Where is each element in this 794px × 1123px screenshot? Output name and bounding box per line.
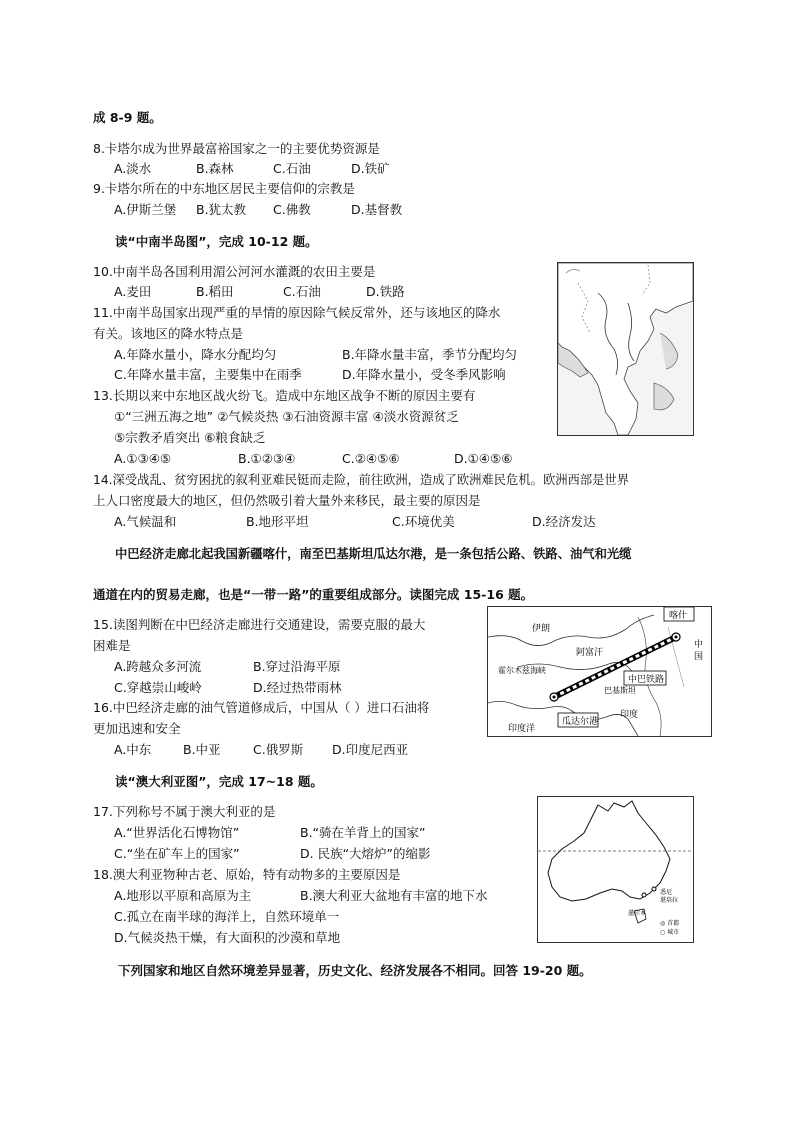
q14-option-d[interactable]: D.经济发达 (532, 514, 596, 529)
read-instruction-17-18: 读“澳大利亚图”，完成 17~18 题。 (115, 774, 323, 789)
question-16-line2: 更加迅速和安全 (93, 721, 181, 736)
map-legend-capital: ◎ 首都 (660, 920, 680, 927)
map-label-hormuz: 霍尔木兹海峡 (498, 666, 546, 675)
read-instruction-10-12: 读“中南半岛图”，完成 10-12 题。 (115, 234, 318, 249)
intro-19-20: 下列国家和地区自然环境差异显著，历史文化、经济发展各不相同。回答 19-20 题。 (118, 963, 592, 978)
q15-option-c[interactable]: C.穿越崇山峻岭 (114, 680, 202, 695)
q11-option-a[interactable]: A.年降水量小，降水分配均匀 (114, 347, 277, 362)
q17-option-d[interactable]: D. 民族“大熔炉”的缩影 (300, 846, 431, 861)
map-label-china-2: 国 (694, 652, 704, 662)
q15-option-a[interactable]: A.跨越众多河流 (114, 659, 202, 674)
question-11-line1: 11.中南半岛国家出现严重的旱情的原因除气候反常外，还与该地区的降水 (93, 305, 501, 320)
q13-statements-1: ①“三洲五海之地” ②气候炎热 ③石油资源丰富 ④淡水资源贫乏 (114, 409, 459, 424)
q14-option-a[interactable]: A.气候温和 (114, 514, 177, 529)
map-label-india: 印度 (620, 710, 639, 720)
question-18: 18.澳大利亚物种古老、原始，特有动物多的主要原因是 (93, 867, 401, 882)
q11-option-b[interactable]: B.年降水量丰富，季节分配均匀 (342, 347, 518, 362)
q14-option-c[interactable]: C.环境优美 (392, 514, 455, 529)
map-label-gwadar: 瓜达尔港 (562, 717, 599, 727)
question-15-line1: 15.读图判断在中巴经济走廊进行交通建设，需要克服的最大 (93, 617, 426, 632)
q11-option-c[interactable]: C.年降水量丰富，主要集中在雨季 (114, 367, 302, 382)
map-legend-city: ○ 城市 (660, 929, 680, 936)
question-8: 8.卡塔尔成为世界最富裕国家之一的主要优势资源是 (93, 141, 380, 156)
question-9: 9.卡塔尔所在的中东地区居民主要信仰的宗教是 (93, 181, 355, 196)
map-label-canberra: 堪培拉 (660, 897, 679, 904)
q18-option-a[interactable]: A.地形以平原和高原为主 (114, 888, 252, 903)
china-pakistan-corridor-map (487, 606, 712, 737)
q18-option-b[interactable]: B.澳大利亚大盆地有丰富的地下水 (300, 888, 488, 903)
q13-option-b[interactable]: B.①②③④ (238, 451, 296, 466)
continuation-text: 成 8-9 题。 (93, 110, 162, 125)
q10-option-a[interactable]: A.麦田 (114, 284, 152, 299)
question-10: 10.中南半岛各国利用湄公河河水灌溉的农田主要是 (93, 264, 376, 279)
question-16-line1: 16.中巴经济走廊的油气管道修成后，中国从（ ）进口石油将 (93, 700, 430, 715)
map-label-sydney: 悉尼 (660, 889, 673, 896)
q17-option-b[interactable]: B.“骑在羊背上的国家” (300, 825, 426, 840)
q16-option-b[interactable]: B.中亚 (183, 742, 221, 757)
q9-option-c[interactable]: C.佛教 (273, 202, 311, 217)
map-label-afghanistan: 阿富汗 (576, 648, 604, 658)
map-label-melbourne: 墨尔本 (628, 910, 647, 917)
map-label-pakistan: 巴基斯坦 (604, 686, 636, 695)
question-17: 17.下列称号不属于澳大利亚的是 (93, 804, 276, 819)
q8-option-d[interactable]: D.铁矿 (351, 161, 390, 176)
intro-15-16-line2: 通道在内的贸易走廊，也是“一带一路”的重要组成部分。读图完成 15-16 题。 (93, 587, 534, 602)
q13-option-a[interactable]: A.①③④⑤ (114, 451, 172, 466)
q9-option-a[interactable]: A.伊斯兰堡 (114, 202, 177, 217)
corridor-map-svg (488, 607, 711, 736)
map-label-indian-ocean: 印度洋 (508, 724, 536, 734)
q9-option-d[interactable]: D.基督教 (351, 202, 403, 217)
q11-option-d[interactable]: D.年降水量小，受冬季风影响 (342, 367, 506, 382)
q17-option-a[interactable]: A.“世界活化石博物馆” (114, 825, 240, 840)
map-label-kashi: 喀什 (669, 611, 688, 621)
q16-option-d[interactable]: D.印度尼西亚 (332, 742, 409, 757)
q15-option-d[interactable]: D.经过热带雨林 (253, 680, 342, 695)
q13-option-d[interactable]: D.①④⑤⑥ (454, 451, 513, 466)
q18-option-d[interactable]: D.气候炎热干燥，有大面积的沙漠和草地 (114, 930, 341, 945)
q18-option-c[interactable]: C.孤立在南半球的海洋上，自然环境单一 (114, 909, 340, 924)
indochina-map (557, 262, 694, 436)
intro-15-16-line1: 中巴经济走廊北起我国新疆喀什，南至巴基斯坦瓜达尔港，是一条包括公路、铁路、油气和光缆 (115, 547, 632, 561)
q8-option-b[interactable]: B.森林 (196, 161, 234, 176)
q8-option-c[interactable]: C.石油 (273, 161, 311, 176)
q15-option-b[interactable]: B.穿过沿海平原 (253, 659, 341, 674)
q16-option-c[interactable]: C.俄罗斯 (253, 742, 304, 757)
map-label-iran: 伊朗 (532, 624, 551, 634)
q13-statements-2: ⑤宗教矛盾突出 ⑥粮食缺乏 (114, 430, 266, 445)
q13-option-c[interactable]: C.②④⑤⑥ (342, 451, 400, 466)
question-15-line2: 困难是 (93, 638, 131, 653)
q14-option-b[interactable]: B.地形平坦 (246, 514, 309, 529)
q16-option-a[interactable]: A.中东 (114, 742, 152, 757)
australia-map-svg (538, 797, 693, 942)
q8-option-a[interactable]: A.淡水 (114, 161, 152, 176)
australia-map (537, 796, 694, 943)
map-label-china: 中 (694, 640, 704, 650)
question-11-line2: 有关。该地区的降水特点是 (93, 326, 244, 341)
q10-option-c[interactable]: C.石油 (283, 284, 321, 299)
map-label-railway: 中巴铁路 (628, 675, 665, 685)
question-13: 13.长期以来中东地区战火纷飞。造成中东地区战争不断的原因主要有 (93, 388, 476, 403)
q10-option-b[interactable]: B.稻田 (196, 284, 234, 299)
question-14-line2: 上人口密度最大的地区，但仍然吸引着大量外来移民，最主要的原因是 (93, 493, 481, 508)
indochina-map-svg (558, 263, 693, 435)
q10-option-d[interactable]: D.铁路 (366, 284, 405, 299)
question-14-line1: 14.深受战乱、贫穷困扰的叙利亚难民铤而走险，前往欧洲，造成了欧洲难民危机。欧洲西部是世界 (93, 473, 630, 487)
q9-option-b[interactable]: B.犹太教 (196, 202, 247, 217)
q17-option-c[interactable]: C.“坐在矿车上的国家” (114, 846, 240, 861)
